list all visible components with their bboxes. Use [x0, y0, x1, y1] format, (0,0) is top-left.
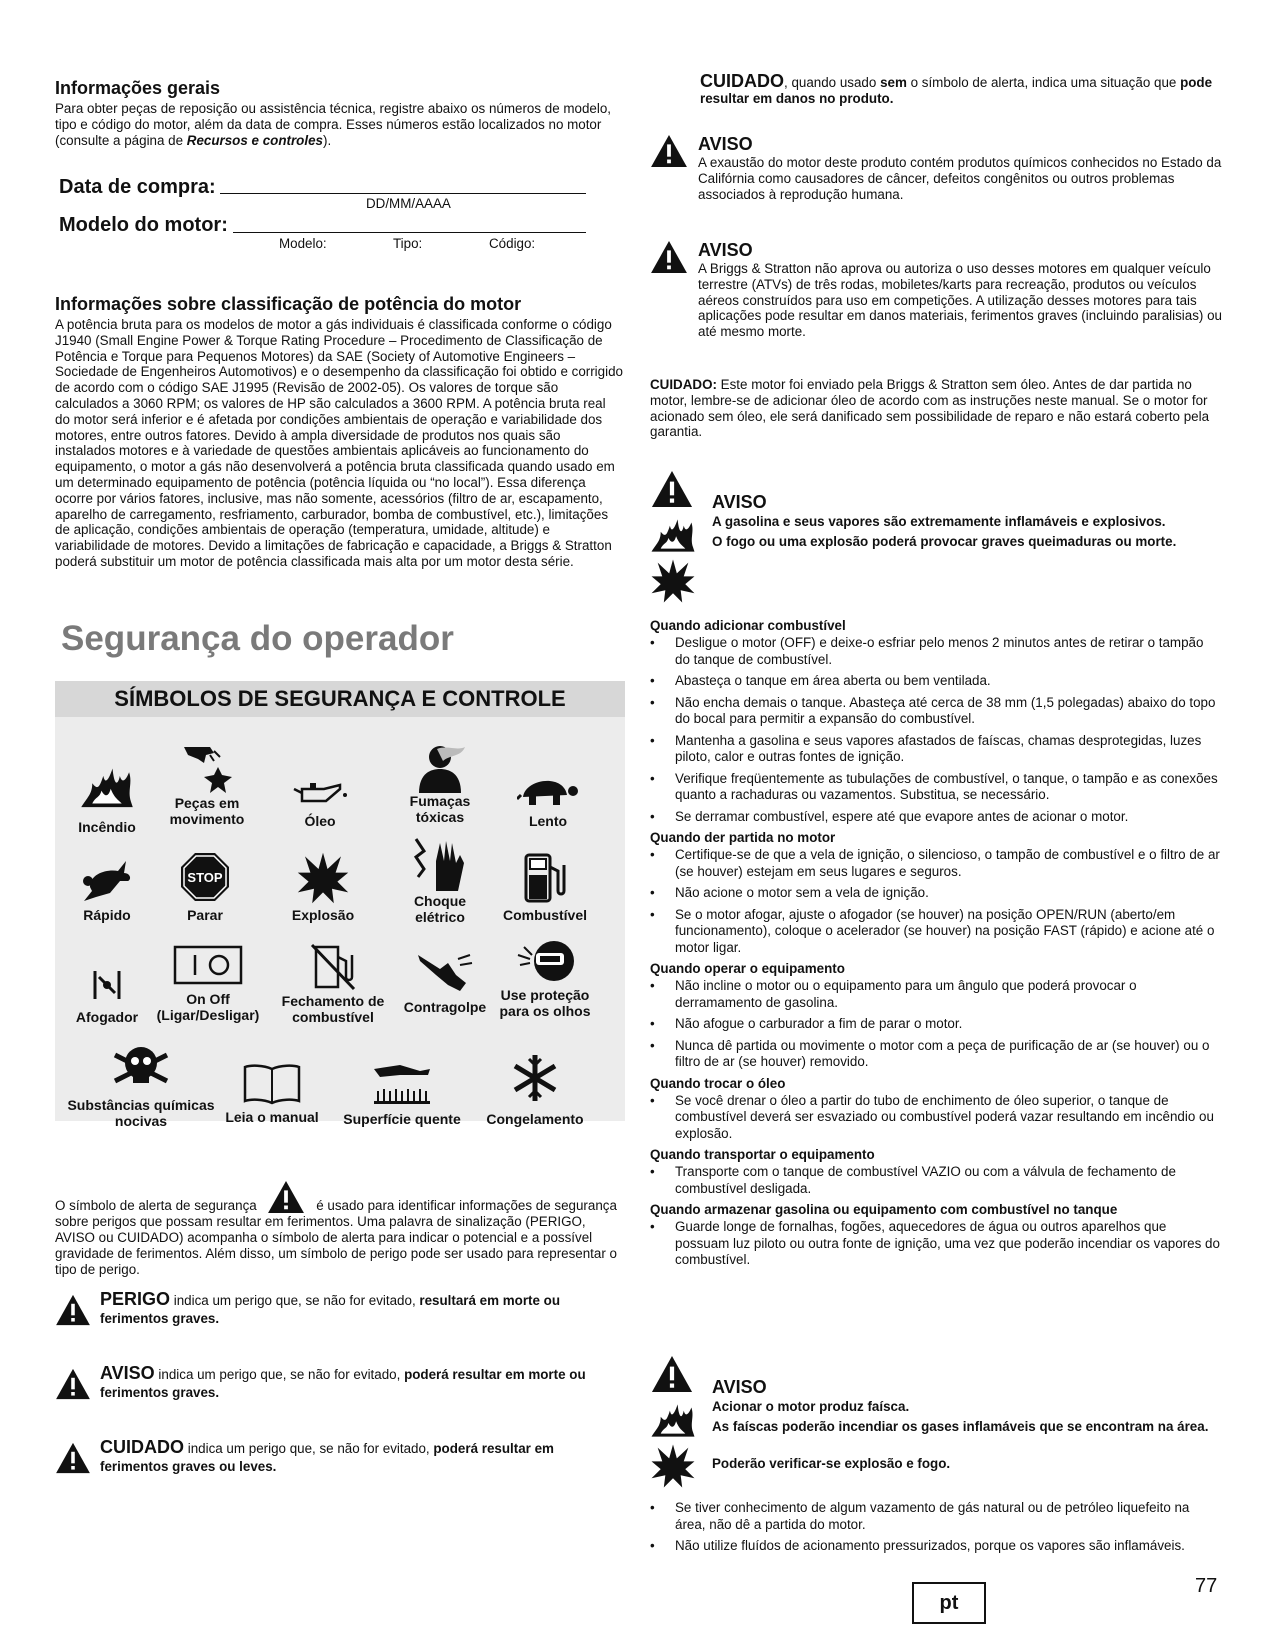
model-sublabel: Modelo: — [279, 236, 327, 251]
list-item: • Não incline o motor ou o equipamento para um ângulo que poderá provocar o derramamento de gasolina. — [650, 978, 1220, 1011]
list-item: • Abasteça o tanque em área aberta ou bem ventilada. — [650, 673, 1220, 690]
symbol-fire: Incêndio — [67, 763, 147, 835]
explosion-icon — [296, 851, 350, 905]
choke-icon — [89, 967, 125, 1003]
symbol-toxic-fumes: Fumaças tóxicas — [390, 743, 490, 825]
page-number: 77 — [1195, 1575, 1218, 1597]
aviso-line: As faíscas poderão incendiar os gases inflamáveis que se encontram na área. — [712, 1419, 1209, 1434]
symbol-oil: Óleo — [280, 781, 360, 829]
fire-icon — [77, 763, 137, 809]
eye-protection-icon — [514, 937, 576, 987]
language-tab: pt — [912, 1582, 986, 1624]
aviso-title: AVISO — [698, 134, 753, 154]
general-info-title: Informações gerais — [55, 78, 221, 98]
signal-cuidado: CUIDADO indica um perigo que, se não for evitado, poderá resultar em ferimentos graves ou leves. — [55, 1438, 615, 1476]
list-item: • Certifique-se de que a vela de ignição, o silencioso, o tampão de combustível e o filtro de ar (se houver) estejam em seus lugares e seguros. — [650, 847, 1220, 880]
warning-triangle-icon — [55, 1294, 91, 1326]
aviso-text: A Briggs & Stratton não aprova ou autoriza o uso desses motores em qualquer veículo terrestre (ATVs) de três rodas, mobiletes/karts para recreação, produtos ou veículos aéreos construídos para uso em competições. A utilização desses motores para tais aplicações pode resultar em danos materiais, ferimentos graves (incluindo paralisias) ou até mesmo morte. — [698, 261, 1222, 340]
rabbit-icon — [80, 857, 134, 901]
symbol-kickback: Contragolpe — [395, 949, 495, 1015]
list-item: • Se derramar combustível, espere até que evapore antes de acionar o motor. — [650, 809, 1220, 826]
fuel-safety-groups — [650, 614, 1220, 1274]
code-sublabel: Código: — [489, 236, 536, 251]
oil-can-icon — [290, 781, 350, 807]
aviso-gasoline — [650, 470, 1225, 610]
list-item: • Não utilize fluídos de acionamento pressurizados, porque os vapores são inflamáveis. — [650, 1538, 1220, 1555]
explosion-icon — [650, 558, 696, 604]
bullet-list — [650, 1093, 1220, 1143]
aviso-california — [650, 134, 1225, 202]
purchase-date-label: Data de compra: — [59, 176, 216, 198]
list-item: • Guarde longe de fornalhas, fogões, aquecedores de água ou outros aparelhos que possuam luz piloto ou outra fonte de ignição, uma vez que poderão incendiar os vapores do combustível. — [650, 1219, 1220, 1269]
symbol-fast: Rápido — [67, 857, 147, 923]
power-rating-text: A potência bruta para os modelos de motor a gás individuais é classificada conforme o código J1940 (Small Engine Power & Torque Rating Procedure – Procedimento de Classificação de Potência e Torque para Pequenos Motores) da SAE (Society of Automotive Engineers – Sociedade de Engenheiros Automotivos) e o desempenho da classificação foi obtido e corrigido de acordo com o código SAE J1995 (Revisão de 2002-05). Os valores de torque são calculados a 3060 RPM; os valores de HP são calculados a 3600 RPM. A potência bruta real do motor será inferior e é afetada por condições ambientais de operação e variabilidade dos motores, entre outros fatores. Devido à ampla diversidade de produtos nos quais são instalados motores e à variedade de questões ambientais aplicáveis ao funcionamento do equipamento, o motor a gás não desenvolverá a potência bruta classificada quando usado em um determinado equipamento de potência (potência líquida ou “no local”). Essa diferença ocorre por vários fatores, inclusive, mas não somente, acessórios (filtro de ar, escapamento, aparelho de carregamento, resfriamento, carburador, bomba de combustível, etc.), limitações de aplicação, condições ambientais de operação (temperatura, umidade, altitude) e variabilidade de motores. Devido a limitações de fabricação e capacidade, a Briggs & Stratton poderá substituir um motor de potência classificada mais alta por um motor desta série. — [55, 317, 623, 569]
aviso-title: AVISO — [698, 240, 753, 260]
symbol-fuel: Combustível — [495, 851, 595, 923]
turtle-icon — [517, 771, 579, 807]
symbols-header: SÍMBOLOS DE SEGURANÇA E CONTROLE — [55, 681, 625, 717]
section-title: Segurança do operador — [61, 619, 454, 658]
list-item: • Mantenha a gasolina e seus vapores afastados de faíscas, chamas desprotegidas, luzes piloto, calor e outras fontes de ignição. — [650, 733, 1220, 766]
toxic-fumes-icon — [413, 743, 467, 793]
skull-icon — [111, 1041, 171, 1095]
list-item: • Se você drenar o óleo a partir do tubo de enchimento de óleo superior, o tanque de combustível deverá ser esvaziado ou combustível poderá vazar resultando em incêndio ou explosão. — [650, 1093, 1220, 1143]
group-title: Quando trocar o óleo — [650, 1075, 786, 1091]
group-title: Quando armazenar gasolina ou equipamento com combustível no tanque — [650, 1202, 1118, 1217]
aviso-atv — [650, 240, 1225, 340]
bullet-list — [650, 978, 1220, 1071]
warning-triangle-icon — [650, 470, 694, 508]
fire-icon — [650, 1399, 696, 1439]
symbol-eye-protection: Use proteção para os olhos — [495, 937, 595, 1019]
symbol-slow: Lento — [503, 771, 593, 829]
symbol-stop: STOP Parar — [165, 851, 245, 923]
symbol-explosion: Explosão — [283, 851, 363, 923]
symbol-electric-shock: Choque elétrico — [395, 837, 485, 925]
fuel-shutoff-icon — [310, 943, 356, 991]
aviso-title: AVISO — [712, 1377, 767, 1397]
symbol-chemicals: Substâncias químicas nocivas — [61, 1041, 221, 1129]
caution-definition: CUIDADO, quando usado sem o símbolo de alerta, indica uma situação que pode resultar em danos no produto. — [700, 71, 1213, 106]
list-item: • Se tiver conhecimento de algum vazamento de gás natural ou de petróleo liquefeito na área, não dê a partida do motor. — [650, 1500, 1220, 1533]
snowflake-icon — [512, 1053, 558, 1103]
final-bullet-list — [650, 1500, 1220, 1560]
engine-model-line[interactable] — [233, 232, 586, 233]
group-title: Quando adicionar combustível — [650, 618, 846, 633]
aviso-title: AVISO — [712, 492, 767, 512]
list-item: • Não encha demais o tanque. Abasteça até cerca de 38 mm (1,5 polegadas) abaixo do topo do bocal para permitir a expansão do combustível. — [650, 695, 1220, 728]
signal-aviso: AVISO indica um perigo que, se não for evitado, poderá resultar em morte ou ferimentos graves. — [55, 1364, 615, 1402]
bullet-list — [650, 847, 1220, 956]
group-title: Quando transportar o equipamento — [650, 1147, 875, 1162]
kickback-icon — [414, 949, 476, 995]
warning-triangle-icon — [650, 134, 688, 168]
features-link: Recursos e controles — [186, 132, 323, 148]
symbol-on-off: On Off (Ligar/Desligar) — [153, 945, 263, 1023]
stop-sign-icon — [179, 851, 231, 903]
type-sublabel: Tipo: — [393, 236, 423, 251]
warning-triangle-icon — [55, 1442, 91, 1474]
purchase-date-line[interactable] — [220, 193, 586, 194]
general-info-text: Para obter peças de reposição ou assistência técnica, registre abaixo os números de modelo, tipo e código do motor, além da data de compra. Esses números estão localizados no motor (consulte a página de Recursos e controles). — [55, 101, 612, 148]
group-title: Quando operar o equipamento — [650, 961, 845, 976]
bullet-list — [650, 1164, 1220, 1197]
explosion-icon — [650, 1443, 696, 1489]
cuidado-oil-notice: CUIDADO: Este motor foi enviado pela Briggs & Stratton sem óleo. Antes de dar partida no motor, lembre-se de adicionar óleo de acordo com as instruções neste manual. Se o motor for acionado sem óleo, ele será danificado sem possibilidade de reparo e não estará coberto pela garantia. — [650, 377, 1210, 440]
electric-shock-icon — [410, 837, 470, 893]
warning-triangle-icon — [55, 1368, 91, 1400]
aviso-text: A exaustão do motor deste produto contém produtos químicos conhecidos no Estado da Califórnia como causadores de câncer, defeitos congênitos ou outros problemas associados à reprodução humana. — [698, 155, 1222, 202]
symbol-hot-surface: Superfície quente — [337, 1061, 467, 1127]
symbols-panel — [55, 681, 625, 1129]
list-item: • Não afogue o carburador a fim de parar o motor. — [650, 1016, 1220, 1033]
aviso-line: Poderão verificar-se explosão e fogo. — [712, 1456, 951, 1471]
group-title: Quando der partida no motor — [650, 830, 836, 845]
moving-parts-icon — [180, 741, 234, 795]
aviso-line: O fogo ou uma explosão poderá provocar graves queimaduras ou morte. — [712, 534, 1177, 549]
list-item: • Se o motor afogar, ajuste o afogador (se houver) na posição OPEN/RUN (aberto/em funcionamento), coloque o acelerador (se houver) na posição FAST (rápido) e acione até o motor ligar. — [650, 907, 1220, 957]
symbol-read-manual: Leia o manual — [217, 1063, 327, 1125]
warning-triangle-icon — [650, 240, 688, 274]
symbol-choke: Afogador — [67, 967, 147, 1025]
fuel-pump-icon — [520, 851, 570, 905]
list-item: • Verifique freqüentemente as tubulações de combustível, o tanque, o tampão e as conexões quanto a rachaduras ou vazamentos. Substitua, se necessário. — [650, 771, 1220, 804]
signal-perigo: PERIGO indica um perigo que, se não for evitado, resultará em morte ou ferimentos graves. — [55, 1290, 615, 1328]
warning-triangle-icon — [650, 1355, 694, 1393]
aviso-spark — [650, 1355, 1225, 1495]
alert-symbol-text: O símbolo de alerta de segurança é usado para identificar informações de segurança sobre perigos que possam resultar em ferimentos. Uma palavra de sinalização (PERIGO, AVISO ou CUIDADO) acompanha o símbolo de alerta para indicar o potencial e a possível gravidade de ferimentos. Além disso, um símbolo de perigo pode ser usado para representar o tipo de perigo. — [55, 1180, 625, 1278]
aviso-line: A gasolina e seus vapores são extremamente inflamáveis e explosivos. — [712, 514, 1166, 529]
engine-model-label: Modelo do motor: — [59, 214, 228, 236]
symbol-moving-parts: Peças em movimento — [157, 741, 257, 827]
symbol-fuel-shutoff: Fechamento de combustível — [273, 943, 393, 1025]
list-item: • Não acione o motor sem a vela de ignição. — [650, 885, 1220, 902]
fire-icon — [650, 514, 696, 554]
list-item: • Nunca dê partida ou movimente o motor com a peça de purificação de ar (se houver) ou o filtro de ar (se houver) removido. — [650, 1038, 1220, 1071]
list-item: • Desligue o motor (OFF) e deixe-o esfriar pelo menos 2 minutos antes de retirar o tampão do tanque de combustível. — [650, 635, 1220, 668]
symbol-freezing: Congelamento — [475, 1053, 595, 1127]
bullet-list — [650, 1219, 1220, 1269]
alert-triangle-icon — [266, 1180, 306, 1214]
book-icon — [241, 1063, 303, 1105]
bullet-list — [650, 635, 1220, 825]
stop-sign-text: STOP — [187, 870, 223, 885]
date-format-hint: DD/MM/AAAA — [366, 196, 451, 211]
list-item: • Transporte com o tanque de combustível VAZIO ou com a válvula de fechamento de combustível desligada. — [650, 1164, 1220, 1197]
hot-surface-icon — [370, 1061, 434, 1105]
power-rating-title: Informações sobre classificação de potência do motor — [55, 294, 522, 314]
on-off-icon — [173, 945, 243, 985]
aviso-line: Acionar o motor produz faísca. — [712, 1399, 910, 1414]
